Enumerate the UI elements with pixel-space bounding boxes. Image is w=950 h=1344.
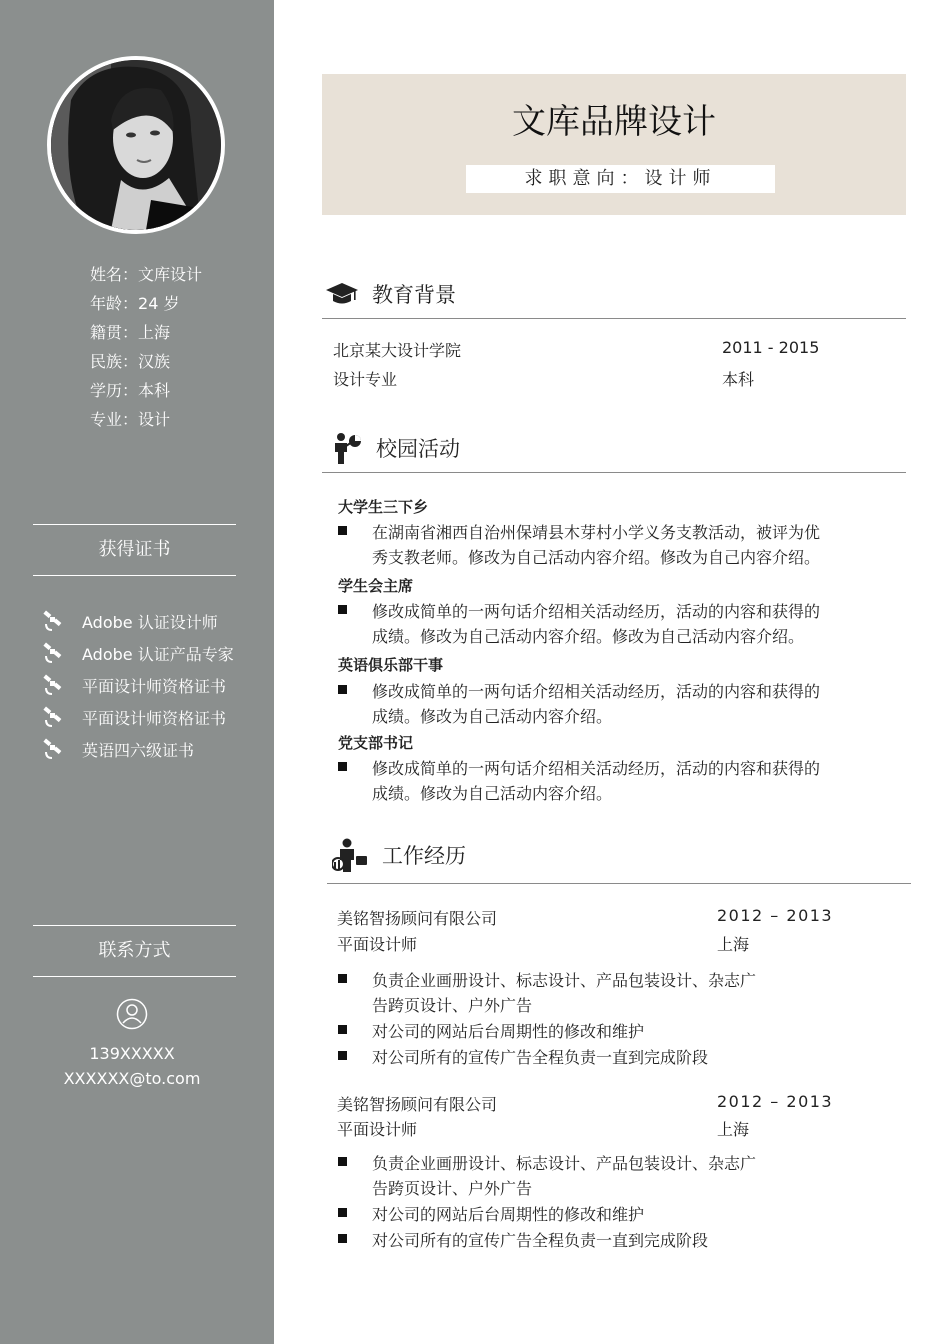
contact-heading: 联系方式 <box>33 925 236 977</box>
satellite-icon <box>42 706 64 728</box>
businessman-icon <box>332 838 368 872</box>
presenter-icon <box>332 432 362 464</box>
activity-title: 党支部书记 <box>338 734 414 752</box>
satellite-icon <box>42 642 64 664</box>
bullet-square <box>338 974 347 983</box>
education-heading: 教育背景 <box>326 279 456 309</box>
job-role: 平面设计师 <box>337 1120 418 1139</box>
info-row-major: 专业：设计 <box>90 410 171 429</box>
job-years: 2012 – 2013 <box>717 1092 834 1111</box>
certificate-item: 平面设计师资格证书 <box>42 669 234 701</box>
bullet-square <box>338 762 347 771</box>
satellite-icon <box>42 738 64 760</box>
certificates-heading: 获得证书 <box>33 524 236 576</box>
certificate-item: Adobe 认证设计师 <box>42 605 234 637</box>
job-company: 美铭智扬顾问有限公司 <box>337 909 498 928</box>
contact-email[interactable]: XXXXXX@to.com <box>63 1069 201 1088</box>
job-company: 美铭智扬顾问有限公司 <box>337 1095 498 1114</box>
satellite-icon <box>42 674 64 696</box>
certificate-item: 平面设计师资格证书 <box>42 701 234 733</box>
info-row-education: 学历：本科 <box>90 381 171 400</box>
work-divider <box>327 883 911 884</box>
info-row-age: 年龄：24 岁 <box>90 294 180 313</box>
sidebar <box>0 0 274 1344</box>
education-major: 设计专业 <box>333 370 398 389</box>
activity-title: 学生会主席 <box>338 577 414 595</box>
campus-heading: 校园活动 <box>332 432 460 464</box>
user-icon <box>116 998 148 1030</box>
contact-phone[interactable]: 139XXXXX <box>89 1044 175 1063</box>
activity-title: 大学生三下乡 <box>338 498 429 516</box>
education-years: 2011 - 2015 <box>722 338 820 357</box>
satellite-icon <box>42 610 64 632</box>
bullet-square <box>338 1234 347 1243</box>
job-years: 2012 – 2013 <box>717 906 834 925</box>
education-degree: 本科 <box>722 370 755 389</box>
info-row-name: 姓名：文库设计 <box>90 265 203 284</box>
bullet-square <box>338 1051 347 1060</box>
certificates-list <box>42 605 234 765</box>
header-banner <box>322 74 906 215</box>
graduation-cap-icon <box>326 282 358 306</box>
bullet-square <box>338 685 347 694</box>
bullet-square <box>338 526 347 535</box>
activity-title: 英语俱乐部干事 <box>338 656 444 674</box>
job-city: 上海 <box>717 1120 750 1139</box>
work-heading: 工作经历 <box>332 838 466 872</box>
bullet-square <box>338 605 347 614</box>
education-divider <box>322 318 906 319</box>
portrait-illustration <box>51 60 221 230</box>
info-row-ethnicity: 民族：汉族 <box>90 352 171 371</box>
bullet-square <box>338 1208 347 1217</box>
job-city: 上海 <box>717 935 750 954</box>
education-school: 北京某大设计学院 <box>333 341 462 360</box>
campus-divider <box>322 472 906 473</box>
job-intention: 求职意向：设计师 <box>466 165 775 193</box>
bullet-square <box>338 1025 347 1034</box>
bullet-square <box>338 1157 347 1166</box>
certificate-item: Adobe 认证产品专家 <box>42 637 234 669</box>
job-role: 平面设计师 <box>337 935 418 954</box>
certificate-item: 英语四六级证书 <box>42 733 234 765</box>
info-row-hometown: 籍贯：上海 <box>90 323 171 342</box>
profile-photo <box>47 56 225 234</box>
page-title: 文库品牌设计 <box>512 102 716 142</box>
personal-info <box>90 260 202 434</box>
